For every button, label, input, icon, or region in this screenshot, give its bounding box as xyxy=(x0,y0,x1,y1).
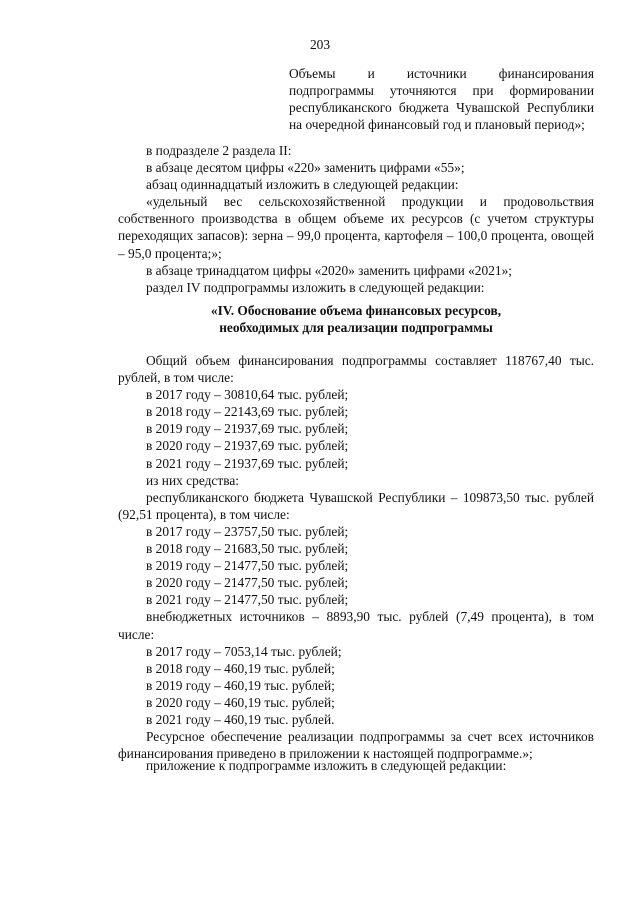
financing-year-line: в 2018 году – 460,19 тыс. рублей; xyxy=(146,660,335,676)
financing-year-line: в 2020 году – 21937,69 тыс. рублей; xyxy=(146,438,349,454)
financing-year-line: в 2021 году – 460,19 тыс. рублей. xyxy=(146,711,335,727)
financing-year-line: в 2021 году – 21477,50 тыс. рублей; xyxy=(146,592,349,608)
financing-year-line: в 2021 году – 21937,69 тыс. рублей; xyxy=(146,455,349,471)
financing-year-line: в 2017 году – 7053,14 тыс. рублей; xyxy=(146,643,342,659)
financing-year-line: в 2020 году – 460,19 тыс. рублей; xyxy=(146,694,335,710)
financing-of-which: из них средства: xyxy=(146,472,240,488)
amendments-block xyxy=(118,142,594,296)
final-instruction-block xyxy=(118,757,594,774)
financing-year-line: в 2018 году – 22143,69 тыс. рублей; xyxy=(146,404,349,420)
amendment-item: в абзаце десятом цифры «220» заменить цифрами «55»; xyxy=(146,160,465,176)
financing-year-line: в 2018 году – 21683,50 тыс. рублей; xyxy=(146,541,349,557)
amendment-item: «удельный вес сельскохозяйственной продукции и продовольствия собственного производства в общем объеме их ресурсов (с учетом структуры переходящих запасов): зерна – 99,0 процента, картофеля – 100,0 процента, овощей – 95,0 процента;»; xyxy=(118,194,594,261)
page-number: 203 xyxy=(309,37,331,52)
republic-budget-intro: республиканского бюджета Чувашской Республики – 109873,50 тыс. рублей (92,51 процента), в том числе: xyxy=(118,489,594,522)
section-heading-line: необходимых для реализации подпрограммы xyxy=(219,320,493,336)
amendment-item: в абзаце тринадцатом цифры «2020» заменить цифрами «2021»; xyxy=(146,262,512,278)
amendment-item: в подразделе 2 раздела II: xyxy=(146,143,292,158)
section-heading xyxy=(118,302,594,336)
financing-year-line: в 2020 году – 21477,50 тыс. рублей; xyxy=(146,575,349,591)
financing-year-line: в 2017 году – 30810,64 тыс. рублей; xyxy=(146,387,349,403)
financing-year-line: в 2019 году – 21937,69 тыс. рублей; xyxy=(146,421,349,437)
financing-year-line: в 2019 году – 460,19 тыс. рублей; xyxy=(146,677,335,693)
final-instruction: приложение к подпрограмме изложить в следующей редакции: xyxy=(146,758,507,773)
amendment-item: раздел IV подпрограммы изложить в следующей редакции: xyxy=(146,279,485,295)
section-heading-line: «IV. Обоснование объема финансовых ресурсов, xyxy=(210,303,502,318)
financing-total-intro: Общий объем финансирования подпрограммы составляет 118767,40 тыс. рублей, в том числе: xyxy=(118,353,594,386)
financing-year-line: в 2017 году – 23757,50 тыс. рублей; xyxy=(146,523,349,539)
financing-closing: Ресурсное обеспечение реализации подпрограммы за счет всех источников финансирования приведено в приложении к настоящей подпрограмме.»; xyxy=(118,729,594,762)
financing-block xyxy=(118,352,594,762)
financing-year-line: в 2019 году – 21477,50 тыс. рублей; xyxy=(146,558,349,574)
offbudget-intro: внебюджетных источников – 8893,90 тыс. рублей (7,49 процента), в том числе: xyxy=(118,609,594,642)
amendment-item: абзац одиннадцатый изложить в следующей редакции: xyxy=(146,177,459,193)
quoted-passage: Объемы и источники финансирования подпрограммы уточняются при формировании республиканского бюджета Чувашской Республики на очередной финансовый год и плановый период»; xyxy=(289,66,594,133)
